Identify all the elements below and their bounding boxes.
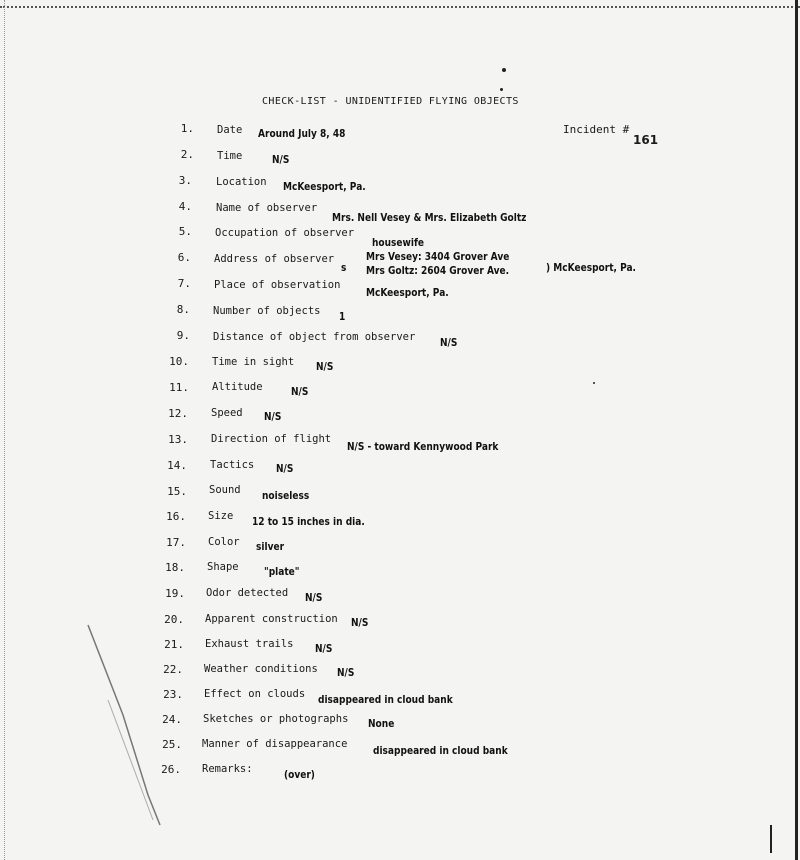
item-answer: 12 to 15 inches in dia. [252, 516, 365, 528]
item-label: Address of observer [214, 253, 335, 265]
ink-speck [502, 68, 506, 72]
left-border-dots [4, 0, 5, 860]
right-margin-mark [770, 825, 772, 853]
item-label: Speed [211, 407, 243, 419]
item-answer: noiseless [262, 490, 310, 502]
item-number: 15. [167, 485, 187, 498]
item-label: Tactics [210, 459, 255, 471]
item-number: 17. [166, 536, 186, 549]
item-number: 13. [168, 433, 188, 446]
item-answer: N/S [264, 411, 282, 423]
item-number: 10. [169, 355, 189, 368]
item-answer: McKeesport, Pa. [366, 287, 449, 299]
item-answer: disappeared in cloud bank [318, 694, 453, 706]
item-label: Direction of flight [211, 433, 332, 445]
item-number: 2. [180, 148, 194, 161]
item-number: 8. [176, 303, 190, 316]
item-answer: N/S [305, 592, 323, 604]
item-label: Odor detected [206, 587, 289, 599]
item-answer: Mrs. Nell Vesey & Mrs. Elizabeth Goltz [332, 212, 527, 224]
item-answer-city: ) McKeesport, Pa. [546, 262, 636, 274]
item-label: Weather conditions [204, 663, 318, 675]
item-answer: N/S - toward Kennywood Park [347, 441, 499, 453]
item-answer: N/S [272, 154, 290, 166]
item-number: 25. [162, 738, 182, 751]
item-number: 20. [164, 613, 184, 626]
item-label: Color [208, 536, 240, 548]
item-label: Shape [207, 561, 239, 573]
item-number: 9. [176, 329, 190, 342]
item-label: Altitude [212, 381, 263, 393]
item-answer: N/S [440, 337, 458, 349]
item-number: 26. [161, 763, 181, 776]
item-answer-marker: s [341, 262, 347, 274]
item-number: 12. [168, 407, 188, 420]
item-number: 5. [178, 225, 192, 238]
item-label: Manner of disappearance [202, 738, 348, 750]
incident-label: Incident # [563, 123, 630, 136]
item-answer: silver [256, 541, 285, 553]
item-number: 7. [177, 277, 191, 290]
item-label: Place of observation [214, 279, 341, 291]
item-label: Sketches or photographs [203, 713, 349, 725]
item-number: 24. [162, 713, 182, 726]
form-title: CHECK-LIST - UNIDENTIFIED FLYING OBJECTS [262, 96, 519, 107]
item-label: Distance of object from observer [213, 331, 416, 343]
item-answer: (over) [284, 769, 315, 781]
item-label: Exhaust trails [205, 638, 294, 650]
item-number: 1. [180, 122, 194, 135]
item-label: Date [217, 124, 243, 136]
item-answer: 1 [339, 311, 346, 323]
item-number: 6. [177, 251, 191, 264]
item-number: 14. [167, 459, 187, 472]
item-label: Effect on clouds [204, 688, 306, 700]
item-number: 3. [178, 174, 192, 187]
item-answer: N/S [316, 361, 334, 373]
item-number: 16. [166, 510, 186, 523]
item-label: Apparent construction [205, 613, 338, 625]
item-answer: McKeesport, Pa. [283, 181, 366, 193]
item-label: Sound [209, 484, 241, 496]
item-answer: housewife [372, 237, 425, 249]
item-number: 4. [178, 200, 192, 213]
item-label: Time in sight [212, 356, 295, 368]
item-number: 18. [165, 561, 185, 574]
item-label: Time [217, 150, 243, 162]
item-answer-line2: Mrs Goltz: 2604 Grover Ave. [366, 265, 510, 277]
item-answer: Around July 8, 48 [258, 128, 346, 140]
item-label: Name of observer [216, 202, 318, 214]
item-number: 22. [163, 663, 183, 676]
item-number: 11. [169, 381, 189, 394]
item-answer: disappeared in cloud bank [373, 745, 508, 757]
item-answer: N/S [337, 667, 355, 679]
paper-fold-shadow [78, 620, 168, 830]
ink-speck [500, 88, 503, 91]
item-label: Occupation of observer [215, 227, 355, 239]
item-answer: N/S [351, 617, 369, 629]
top-border-dots [0, 6, 800, 8]
item-number: 23. [163, 688, 183, 701]
item-answer: N/S [291, 386, 309, 398]
item-number: 19. [165, 587, 185, 600]
item-label: Location [216, 176, 267, 188]
item-label: Number of objects [213, 305, 321, 317]
item-answer: None [368, 718, 395, 730]
item-label: Remarks: [202, 763, 253, 775]
item-answer: N/S [315, 643, 333, 655]
item-label: Size [208, 510, 234, 522]
item-answer: "plate" [264, 566, 300, 578]
item-number: 21. [164, 638, 184, 651]
right-edge-line [795, 0, 798, 860]
item-answer-line1: Mrs Vesey: 3404 Grover Ave [366, 251, 510, 263]
item-answer: N/S [276, 463, 294, 475]
ink-speck [593, 382, 595, 384]
incident-number: 161 [633, 133, 659, 147]
